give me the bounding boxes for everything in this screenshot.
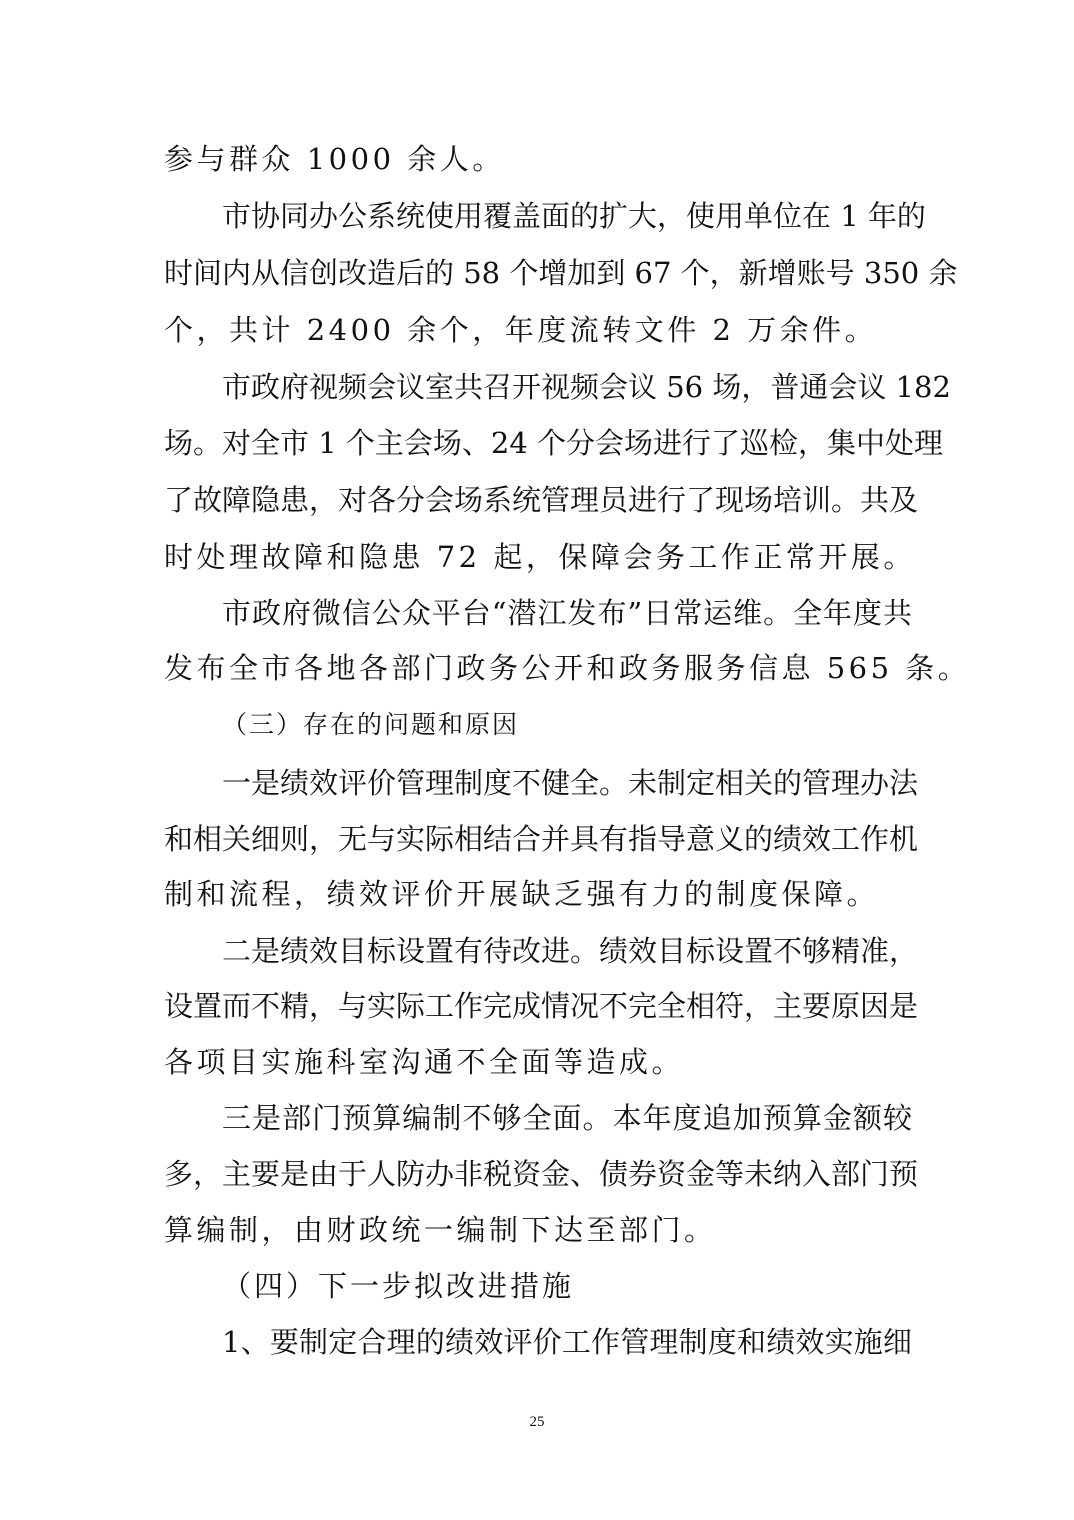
text-line: 参与群众 1000 余人。 bbox=[164, 142, 505, 176]
text-line: 了故障隐患，对各分会场系统管理员进行了现场培训。共及 bbox=[164, 483, 919, 517]
text-line: 一是绩效评价管理制度不健全。未制定相关的管理办法 bbox=[222, 766, 919, 800]
text-line: 算编制，由财政统一编制下达至部门。 bbox=[164, 1213, 717, 1247]
text-line: 二是绩效目标设置有待改进。绩效目标设置不够精准， bbox=[222, 934, 919, 968]
text-line: 三是部门预算编制不够全面。本年度追加预算金额较 bbox=[222, 1101, 912, 1135]
section-heading: （四）下一步拟改进措施 bbox=[222, 1269, 575, 1303]
text-line: 场。对全市 1 个主会场、24 个分会场进行了巡检，集中处理 bbox=[164, 426, 944, 460]
text-line: 市协同办公系统使用覆盖面的扩大，使用单位在 1 年的 bbox=[222, 199, 926, 233]
text-line: 发布全市各地各部门政务公开和政务服务信息 565 条。 bbox=[164, 651, 971, 685]
text-line: 多，主要是由于人防办非税资金、债券资金等未纳入部门预 bbox=[164, 1157, 919, 1191]
text-line: 和相关细则，无与实际相结合并具有指导意义的绩效工作机 bbox=[164, 822, 919, 856]
text-line: 时处理故障和隐患 72 起，保障会务工作正常开展。 bbox=[164, 540, 916, 574]
text-line: 个，共计 2400 余个，年度流转文件 2 万余件。 bbox=[164, 313, 878, 347]
text-line: 制和流程，绩效评价开展缺乏强有力的制度保障。 bbox=[164, 877, 880, 911]
text-line: 市政府视频会议室共召开视频会议 56 场，普通会议 182 bbox=[222, 370, 951, 404]
text-line: 设置而不精，与实际工作完成情况不完全相符，主要原因是 bbox=[164, 989, 919, 1023]
text-line: 市政府微信公众平台“潜江发布”日常运维。全年度共 bbox=[222, 596, 912, 630]
text-line: 各项目实施科室沟通不全面等造成。 bbox=[164, 1045, 685, 1079]
text-line: 1、要制定合理的绩效评价工作管理制度和绩效实施细 bbox=[222, 1325, 912, 1359]
section-heading: （三）存在的问题和原因 bbox=[222, 710, 520, 739]
page-number: 25 bbox=[529, 1414, 545, 1430]
text-line: 时间内从信创改造后的 58 个增加到 67 个，新增账号 350 余 bbox=[164, 256, 958, 290]
